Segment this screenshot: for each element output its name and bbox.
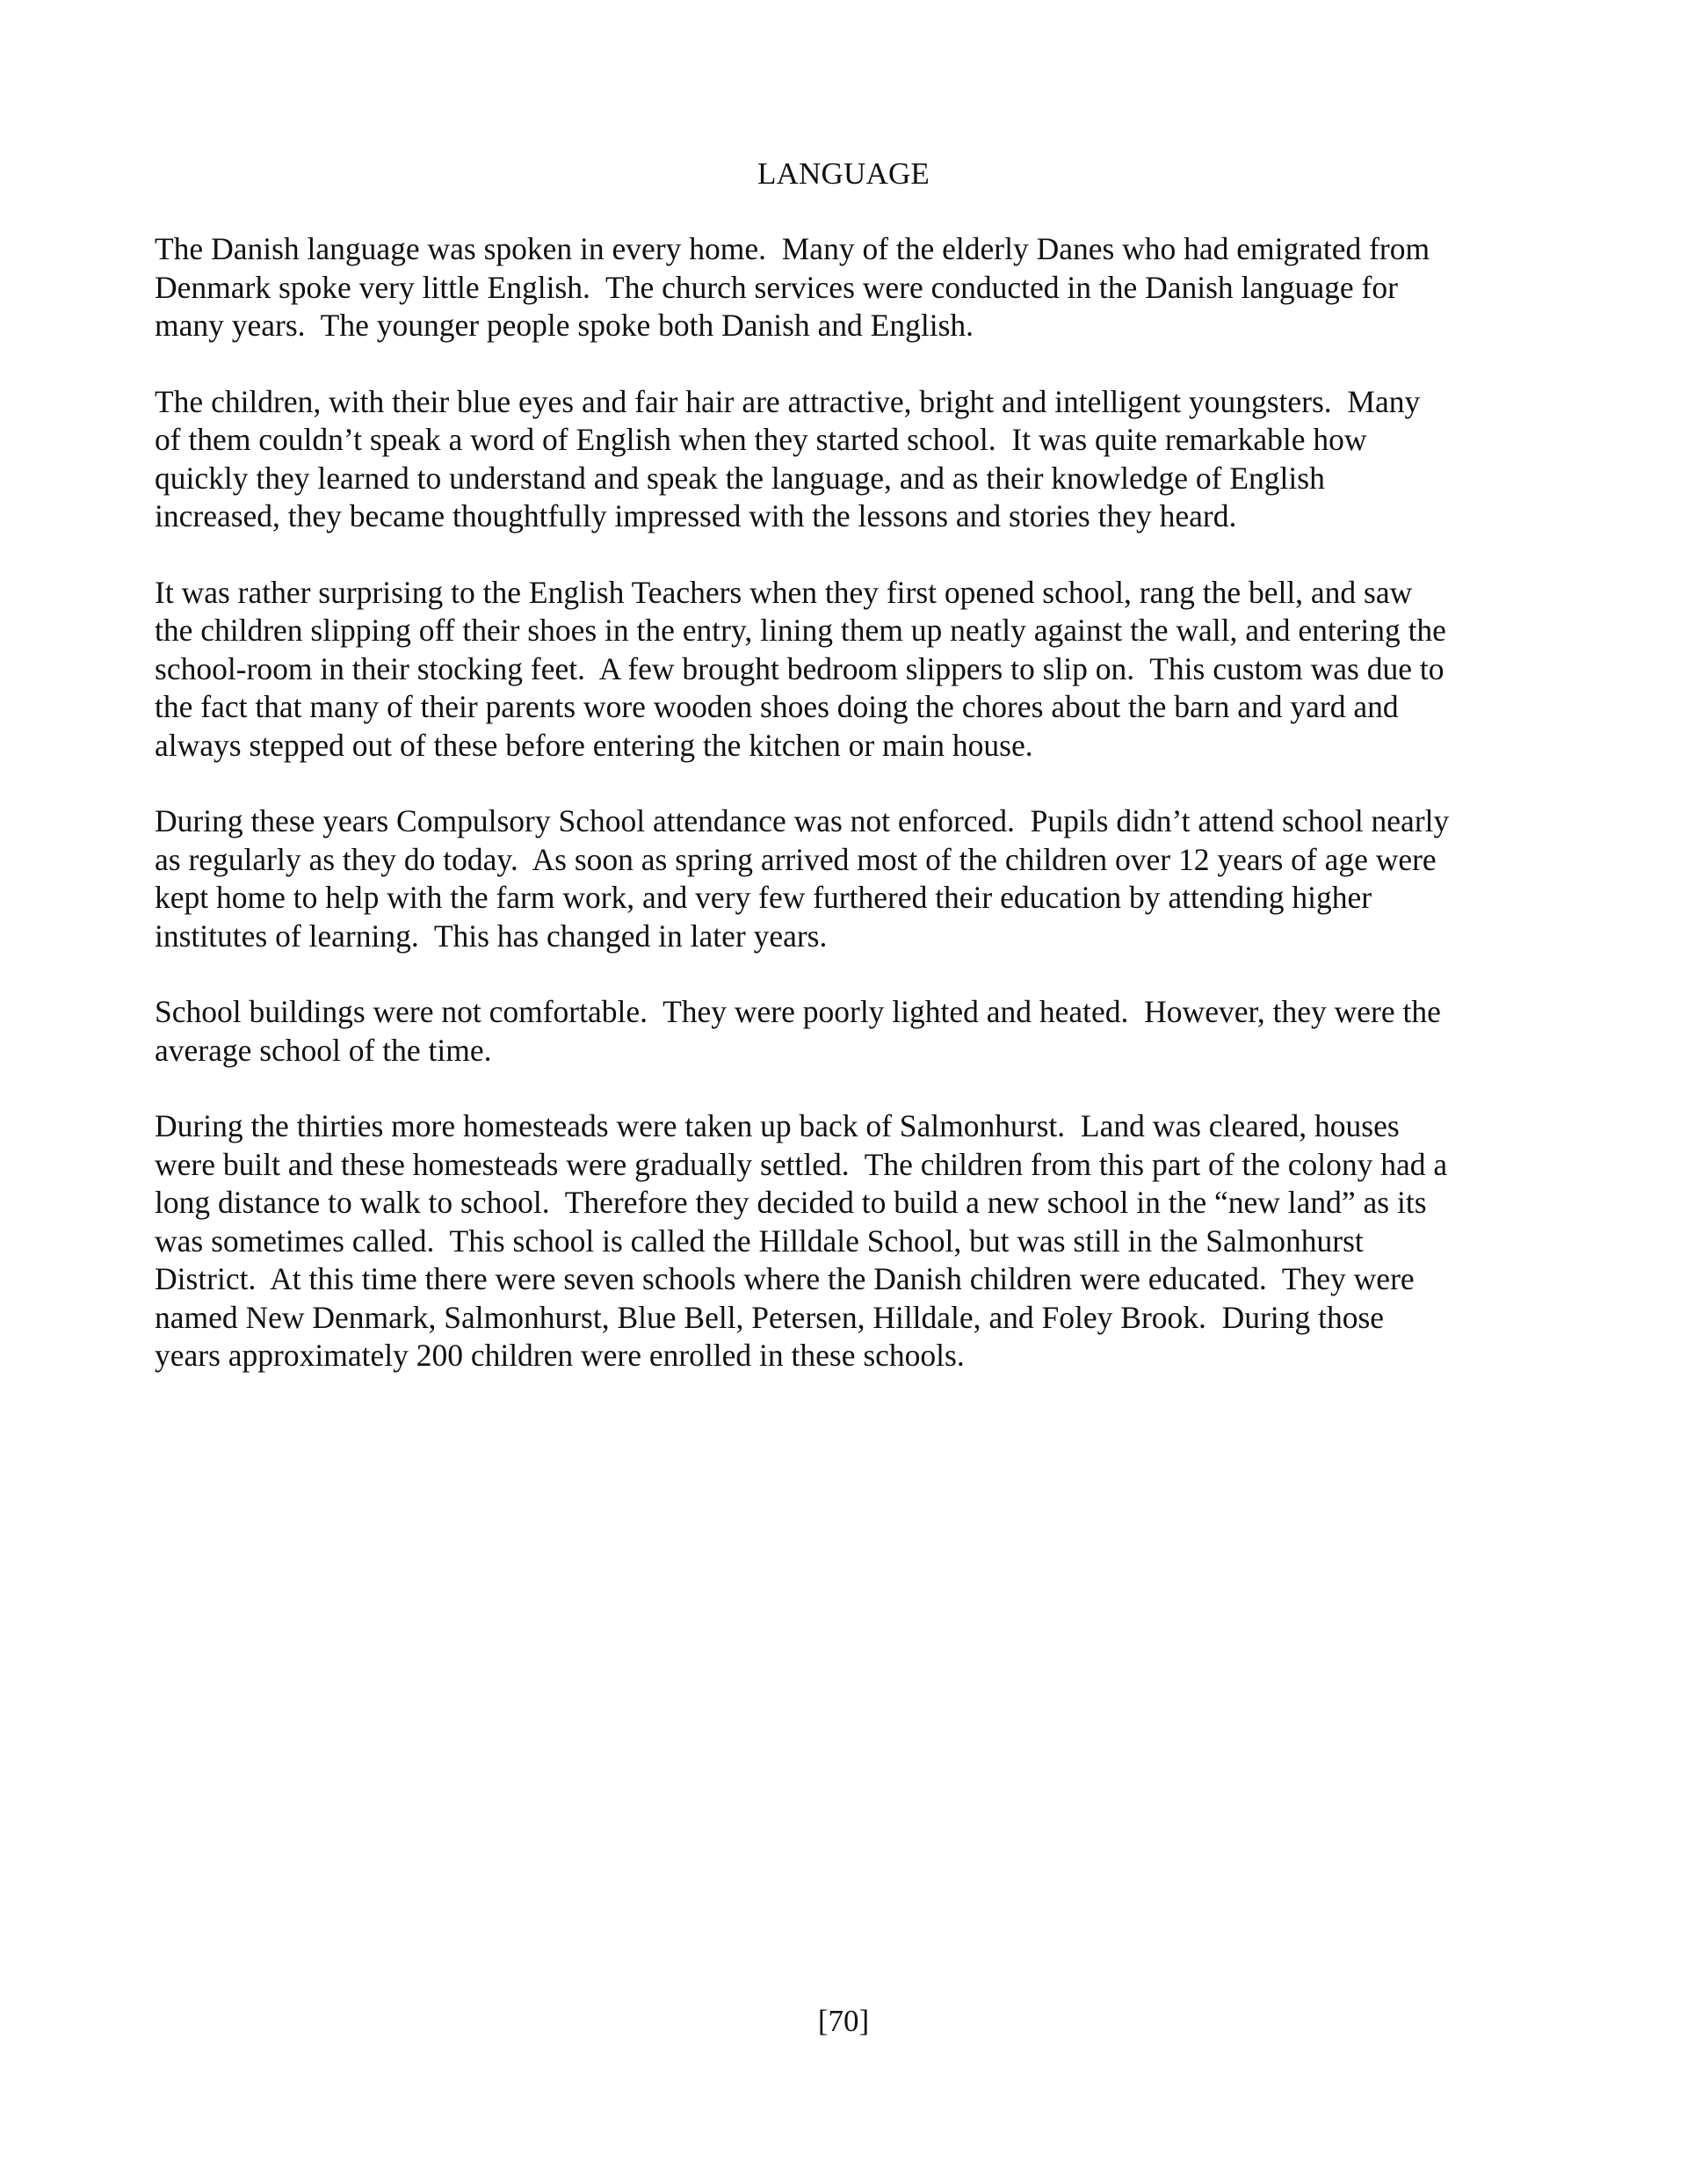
text-line: It was rather surprising to the English Teachers when they first opened school, rang the bell, and saw (155, 574, 1413, 610)
text-line: were built and these homesteads were gradually settled. The children from this part of the colony had a (155, 1146, 1448, 1182)
paragraph-6 (155, 1107, 1543, 1375)
paragraph-3 (155, 574, 1543, 765)
body-text (155, 230, 1543, 1413)
text-line: average school of the time. (155, 1032, 492, 1068)
text-line: institutes of learning. This has changed in later years. (155, 918, 828, 954)
text-line: quickly they learned to understand and speak the language, and as their knowledge of English (155, 460, 1325, 496)
paragraph-5 (155, 993, 1543, 1070)
text-line: During the thirties more homesteads were taken up back of Salmonhurst. Land was cleared, houses (155, 1108, 1400, 1143)
text-line: many years. The younger people spoke both Danish and English. (155, 308, 974, 343)
paragraph-2 (155, 383, 1543, 536)
text-line: The children, with their blue eyes and fair hair are attractive, bright and intelligent youngsters. Many (155, 383, 1421, 419)
text-line: District. At this time there were seven schools where the Danish children were educated. They were (155, 1261, 1415, 1296)
text-line: school-room in their stocking feet. A few brought bedroom slippers to slip on. This custom was due to (155, 650, 1444, 686)
text-line: as regularly as they do today. As soon as spring arrived most of the children over 12 years of age were (155, 841, 1437, 877)
text-line: kept home to help with the farm work, and very few furthered their education by attending higher (155, 880, 1372, 915)
paragraph-1 (155, 230, 1543, 345)
text-line: School buildings were not comfortable. They were poorly lighted and heated. However, they were the (155, 994, 1441, 1029)
page-title: LANGUAGE (757, 156, 930, 191)
page-number: [70] (817, 2004, 870, 2038)
text-line: always stepped out of these before entering the kitchen or main house. (155, 727, 1033, 763)
text-line: The Danish language was spoken in every home. Many of the elderly Danes who had emigrated from (155, 231, 1430, 266)
text-line: of them couldn’t speak a word of English when they started school. It was quite remarkable how (155, 422, 1367, 457)
text-line: increased, they became thoughtfully impressed with the lessons and stories they heard. (155, 498, 1237, 533)
text-line: named New Denmark, Salmonhurst, Blue Bell, Petersen, Hilldale, and Foley Brook. During those (155, 1299, 1385, 1335)
text-line: the fact that many of their parents wore wooden shoes doing the chores about the barn and yard and (155, 689, 1399, 724)
paragraph-4 (155, 802, 1543, 955)
text-line: long distance to walk to school. Therefore they decided to build a new school in the “new land” as its (155, 1185, 1427, 1220)
text-line: was sometimes called. This school is called the Hilldale School, but was still in the Salmonhurst (155, 1223, 1364, 1259)
text-line: years approximately 200 children were enrolled in these schools. (155, 1338, 965, 1373)
text-line: the children slipping off their shoes in the entry, lining them up neatly against the wall, and entering the (155, 613, 1446, 648)
text-line: Denmark spoke very little English. The church services were conducted in the Danish language for (155, 269, 1398, 305)
text-line: During these years Compulsory School attendance was not enforced. Pupils didn’t attend school nearly (155, 803, 1450, 838)
